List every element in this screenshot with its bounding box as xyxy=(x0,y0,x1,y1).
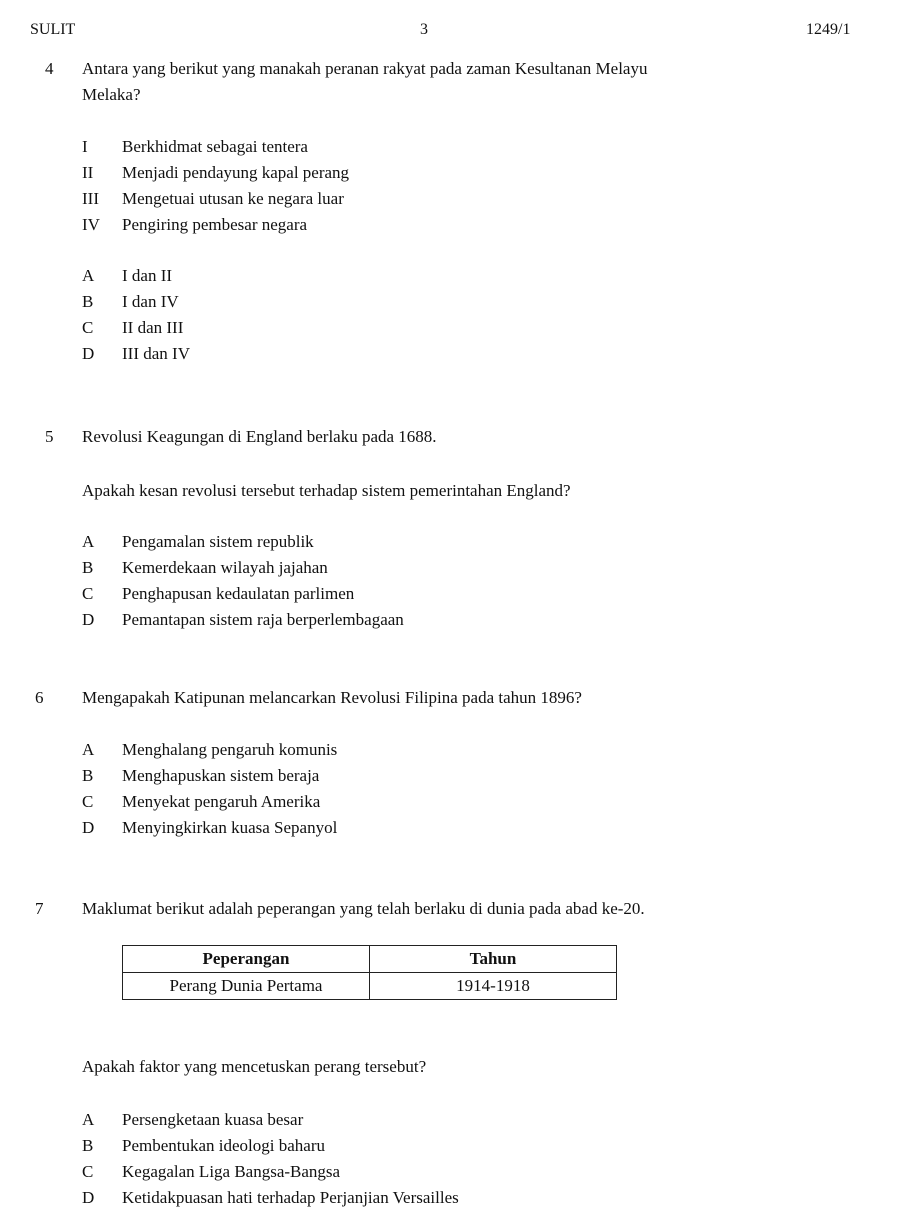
option-label-a[interactable]: A xyxy=(82,266,95,285)
option-text-b[interactable]: Kemerdekaan wilayah jajahan xyxy=(122,558,328,577)
table-header-row xyxy=(123,946,617,973)
option-text-d[interactable]: Pemantapan sistem raja berperlembagaan xyxy=(122,610,404,629)
option-label-d[interactable]: D xyxy=(82,1188,95,1207)
table-row xyxy=(123,973,617,1000)
option-text-b[interactable]: Menghapuskan sistem beraja xyxy=(122,766,320,785)
statement-label: IV xyxy=(82,215,100,234)
question-prompt: Apakah kesan revolusi tersebut terhadap sistem pemerintahan England? xyxy=(82,481,571,500)
option-text-a[interactable]: Menghalang pengaruh komunis xyxy=(122,740,338,759)
question-text: Mengapakah Katipunan melancarkan Revolusi Filipina pada tahun 1896? xyxy=(82,688,582,707)
war-info-table xyxy=(122,945,617,1000)
question-text: Revolusi Keagungan di England berlaku pada 1688. xyxy=(82,427,437,446)
statement-label: II xyxy=(82,163,94,182)
option-label-d[interactable]: D xyxy=(82,344,95,363)
option-label-d[interactable]: D xyxy=(82,818,95,837)
option-label-d[interactable]: D xyxy=(82,610,95,629)
option-label-b[interactable]: B xyxy=(82,292,94,311)
header-classification: SULIT xyxy=(30,21,76,38)
option-label-a[interactable]: A xyxy=(82,1110,95,1129)
option-text-b[interactable]: I dan IV xyxy=(122,292,179,311)
table-header-cell: Peperangan xyxy=(123,946,370,973)
statement-label: I xyxy=(82,137,88,156)
option-text-c[interactable]: Kegagalan Liga Bangsa-Bangsa xyxy=(122,1162,341,1181)
option-text-c[interactable]: II dan III xyxy=(122,318,184,337)
option-label-c[interactable]: C xyxy=(82,1162,94,1181)
table-header-cell: Tahun xyxy=(370,946,617,973)
option-label-b[interactable]: B xyxy=(82,1136,94,1155)
table-cell: Perang Dunia Pertama xyxy=(123,973,370,1000)
option-label-c[interactable]: C xyxy=(82,318,94,337)
question-number: 4 xyxy=(45,59,54,78)
option-text-a[interactable]: I dan II xyxy=(122,266,173,285)
option-label-c[interactable]: C xyxy=(82,584,94,603)
option-text-c[interactable]: Menyekat pengaruh Amerika xyxy=(122,792,321,811)
table-cell: 1914-1918 xyxy=(370,973,617,1000)
option-label-a[interactable]: A xyxy=(82,532,95,551)
page-number: 3 xyxy=(420,21,428,38)
question-number: 7 xyxy=(35,899,44,918)
option-text-d[interactable]: Ketidakpuasan hati terhadap Perjanjian Versailles xyxy=(122,1188,459,1207)
question-number: 5 xyxy=(45,427,54,446)
option-label-b[interactable]: B xyxy=(82,766,94,785)
question-text: Maklumat berikut adalah peperangan yang telah berlaku di dunia pada abad ke-20. xyxy=(82,899,645,918)
statement-text: Berkhidmat sebagai tentera xyxy=(122,137,308,156)
option-label-c[interactable]: C xyxy=(82,792,94,811)
statement-text: Mengetuai utusan ke negara luar xyxy=(122,189,344,208)
option-text-c[interactable]: Penghapusan kedaulatan parlimen xyxy=(122,584,355,603)
option-label-a[interactable]: A xyxy=(82,740,95,759)
question-text-continued: Melaka? xyxy=(82,85,141,104)
option-text-b[interactable]: Pembentukan ideologi baharu xyxy=(122,1136,326,1155)
paper-code: 1249/1 xyxy=(806,21,851,38)
option-text-a[interactable]: Persengketaan kuasa besar xyxy=(122,1110,304,1129)
question-text: Antara yang berikut yang manakah peranan rakyat pada zaman Kesultanan Melayu xyxy=(82,59,648,78)
option-text-d[interactable]: Menyingkirkan kuasa Sepanyol xyxy=(122,818,338,837)
option-text-a[interactable]: Pengamalan sistem republik xyxy=(122,532,314,551)
statement-text: Menjadi pendayung kapal perang xyxy=(122,163,350,182)
statement-text: Pengiring pembesar negara xyxy=(122,215,308,234)
question-prompt: Apakah faktor yang mencetuskan perang tersebut? xyxy=(82,1057,427,1076)
option-text-d[interactable]: III dan IV xyxy=(122,344,190,363)
question-number: 6 xyxy=(35,688,44,707)
statement-label: III xyxy=(82,189,99,208)
option-label-b[interactable]: B xyxy=(82,558,94,577)
